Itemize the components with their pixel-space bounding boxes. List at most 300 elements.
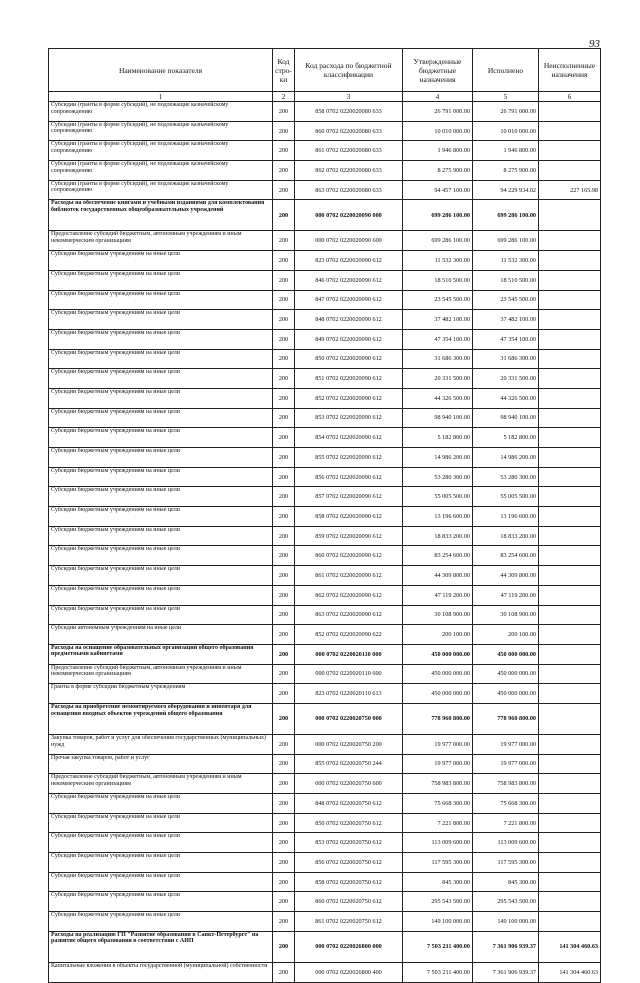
cell-executed: 758 983 800.00 — [473, 774, 539, 794]
table-row — [49, 734, 601, 754]
cell-budget-code: 000 0702 0220020110 000 — [295, 644, 403, 664]
cell-code: 200 — [273, 962, 295, 982]
cell-name: Субсидии бюджетным учреждениям на иные цели — [49, 310, 273, 330]
header-index: 6 — [539, 92, 601, 102]
cell-budget-code: 847 0702 0220020090 612 — [295, 290, 403, 310]
cell-budget-code: 861 0702 0220020750 612 — [295, 912, 403, 932]
cell-unexecuted — [539, 644, 601, 664]
cell-code: 200 — [273, 833, 295, 853]
cell-unexecuted — [539, 231, 601, 251]
cell-unexecuted — [539, 369, 601, 389]
cell-approved: 295 543 500.00 — [403, 892, 473, 912]
table-row — [49, 892, 601, 912]
header-unexecuted: Неисполненные назначения — [539, 49, 601, 92]
cell-name: Прочая закупка товаров, работ и услуг — [49, 754, 273, 774]
table-row — [49, 290, 601, 310]
cell-executed: 845 300.00 — [473, 872, 539, 892]
table-row — [49, 684, 601, 704]
cell-code: 200 — [273, 121, 295, 141]
cell-executed: 44 326 500.00 — [473, 388, 539, 408]
cell-approved: 758 983 800.00 — [403, 774, 473, 794]
cell-approved: 47 354 100.00 — [403, 329, 473, 349]
cell-executed: 44 309 800.00 — [473, 566, 539, 586]
cell-name: Субсидии автономным учреждениям на иные цели — [49, 625, 273, 645]
table-row — [49, 526, 601, 546]
cell-code: 200 — [273, 180, 295, 200]
cell-approved: 778 960 800.00 — [403, 703, 473, 734]
cell-name: Субсидии бюджетным учреждениям на иные цели — [49, 408, 273, 428]
table-row — [49, 121, 601, 141]
table-row — [49, 487, 601, 507]
cell-unexecuted — [539, 388, 601, 408]
cell-unexecuted — [539, 585, 601, 605]
cell-code: 200 — [273, 644, 295, 664]
cell-executed: 7 221 800.00 — [473, 813, 539, 833]
cell-approved: 47 119 200.00 — [403, 585, 473, 605]
cell-approved: 31 686 300.00 — [403, 349, 473, 369]
cell-code: 200 — [273, 141, 295, 161]
cell-code: 200 — [273, 526, 295, 546]
cell-budget-code: 862 0702 0220020090 612 — [295, 585, 403, 605]
table-row — [49, 962, 601, 982]
cell-executed: 47 354 100.00 — [473, 329, 539, 349]
cell-code: 200 — [273, 546, 295, 566]
cell-executed: 31 686 300.00 — [473, 349, 539, 369]
cell-unexecuted — [539, 813, 601, 833]
table-row — [49, 231, 601, 251]
cell-code: 200 — [273, 251, 295, 271]
cell-name: Субсидии (гранты в форме субсидий), не подлежащие казначейскому сопровождению — [49, 121, 273, 141]
cell-approved: 7 221 800.00 — [403, 813, 473, 833]
table-row — [49, 585, 601, 605]
cell-unexecuted — [539, 487, 601, 507]
cell-code: 200 — [273, 566, 295, 586]
cell-name: Расходы на приобретение немонтируемого оборудования и инвентаря для оснащения вводных объектов учреждений общего образования — [49, 703, 273, 734]
cell-unexecuted — [539, 270, 601, 290]
cell-executed: 778 960 800.00 — [473, 703, 539, 734]
cell-code: 200 — [273, 734, 295, 754]
cell-budget-code: 858 0702 0220020750 612 — [295, 872, 403, 892]
cell-executed: 37 482 100.00 — [473, 310, 539, 330]
cell-budget-code: 000 0702 0220020750 600 — [295, 774, 403, 794]
cell-executed: 75 668 300.00 — [473, 794, 539, 814]
cell-name: Расходы на обеспечение книгами и учебными изданиями для комплектования библиотек государственных общеобразовательных учреждений — [49, 200, 273, 231]
cell-unexecuted — [539, 912, 601, 932]
table-row — [49, 931, 601, 962]
cell-budget-code: 849 0702 0220020090 612 — [295, 329, 403, 349]
cell-budget-code: 853 0702 0220020750 612 — [295, 833, 403, 853]
cell-name: Субсидии бюджетным учреждениям на иные цели — [49, 605, 273, 625]
cell-executed: 98 940 100.00 — [473, 408, 539, 428]
cell-executed: 53 280 300.00 — [473, 467, 539, 487]
cell-approved: 845 300.00 — [403, 872, 473, 892]
cell-name: Субсидии бюджетным учреждениям на иные цели — [49, 467, 273, 487]
cell-approved: 7 503 211 400.00 — [403, 931, 473, 962]
header-index: 5 — [473, 92, 539, 102]
cell-code: 200 — [273, 684, 295, 704]
table-row — [49, 388, 601, 408]
cell-approved: 18 833 200.00 — [403, 526, 473, 546]
cell-name: Расходы на оснащение образовательных организаций общего образования предметными кабинетами — [49, 644, 273, 664]
table-row — [49, 141, 601, 161]
cell-executed: 113 009 600.00 — [473, 833, 539, 853]
cell-approved: 98 940 100.00 — [403, 408, 473, 428]
cell-executed: 83 254 600.00 — [473, 546, 539, 566]
cell-approved: 7 503 211 400.00 — [403, 962, 473, 982]
table-row — [49, 408, 601, 428]
cell-budget-code: 823 0702 0220020090 612 — [295, 251, 403, 271]
table-row — [49, 794, 601, 814]
cell-approved: 44 326 500.00 — [403, 388, 473, 408]
cell-code: 200 — [273, 161, 295, 181]
cell-unexecuted — [539, 141, 601, 161]
cell-budget-code: 858 0702 0220020090 612 — [295, 507, 403, 527]
table-row — [49, 507, 601, 527]
cell-executed: 699 286 100.00 — [473, 231, 539, 251]
cell-executed: 450 000 000.00 — [473, 664, 539, 684]
cell-unexecuted — [539, 102, 601, 122]
cell-budget-code: 000 0702 0220020090 600 — [295, 231, 403, 251]
table-row — [49, 200, 601, 231]
cell-unexecuted — [539, 853, 601, 873]
table-row — [49, 180, 601, 200]
cell-code: 200 — [273, 408, 295, 428]
cell-name: Субсидии бюджетным учреждениям на иные цели — [49, 546, 273, 566]
cell-executed: 149 100 000.00 — [473, 912, 539, 932]
cell-approved: 26 791 000.00 — [403, 102, 473, 122]
header-index: 4 — [403, 92, 473, 102]
cell-approved: 10 010 000.00 — [403, 121, 473, 141]
cell-code: 200 — [273, 853, 295, 873]
header-code: Код стро-ки — [273, 49, 295, 92]
cell-budget-code: 856 0702 0220020750 612 — [295, 853, 403, 873]
cell-name: Субсидии бюджетным учреждениям на иные цели — [49, 251, 273, 271]
cell-name: Субсидии бюджетным учреждениям на иные цели — [49, 507, 273, 527]
cell-approved: 94 457 100.00 — [403, 180, 473, 200]
header-index-row — [49, 92, 601, 102]
cell-code: 200 — [273, 448, 295, 468]
cell-code: 200 — [273, 585, 295, 605]
cell-code: 200 — [273, 813, 295, 833]
cell-name: Субсидии бюджетным учреждениям на иные цели — [49, 270, 273, 290]
cell-budget-code: 860 0702 0220020090 612 — [295, 546, 403, 566]
table-row — [49, 448, 601, 468]
cell-code: 200 — [273, 754, 295, 774]
cell-budget-code: 863 0702 0220020090 612 — [295, 605, 403, 625]
header-index: 3 — [295, 92, 403, 102]
cell-budget-code: 854 0702 0220020090 612 — [295, 428, 403, 448]
cell-name: Субсидии (гранты в форме субсидий), не подлежащие казначейскому сопровождению — [49, 141, 273, 161]
table-row — [49, 251, 601, 271]
cell-budget-code: 000 0702 0220026800 000 — [295, 931, 403, 962]
cell-code: 200 — [273, 794, 295, 814]
table-row — [49, 872, 601, 892]
cell-budget-code: 000 0702 0220026800 400 — [295, 962, 403, 982]
cell-approved: 44 309 800.00 — [403, 566, 473, 586]
header-index: 2 — [273, 92, 295, 102]
cell-unexecuted — [539, 566, 601, 586]
cell-unexecuted — [539, 408, 601, 428]
cell-approved: 83 254 600.00 — [403, 546, 473, 566]
cell-budget-code: 851 0702 0220020090 612 — [295, 369, 403, 389]
cell-name: Субсидии бюджетным учреждениям на иные цели — [49, 912, 273, 932]
table-row — [49, 754, 601, 774]
cell-approved: 13 196 600.00 — [403, 507, 473, 527]
cell-unexecuted — [539, 734, 601, 754]
cell-unexecuted: 227 165.98 — [539, 180, 601, 200]
cell-budget-code: 856 0702 0220020090 612 — [295, 467, 403, 487]
cell-code: 200 — [273, 872, 295, 892]
page-number: 93 — [589, 38, 600, 50]
cell-budget-code: 860 0702 0220020080 633 — [295, 121, 403, 141]
cell-approved: 53 280 300.00 — [403, 467, 473, 487]
cell-name: Предоставление субсидий бюджетным, автономным учреждениям и иным некоммерческим организациям — [49, 774, 273, 794]
cell-approved: 23 545 500.00 — [403, 290, 473, 310]
cell-executed: 450 000 000.00 — [473, 644, 539, 664]
cell-code: 200 — [273, 892, 295, 912]
cell-unexecuted: 141 304 460.63 — [539, 962, 601, 982]
header-approved: Утвержденные бюджетные назначения — [403, 49, 473, 92]
cell-executed: 14 986 200.00 — [473, 448, 539, 468]
cell-name: Субсидии (гранты в форме субсидий), не подлежащие казначейскому сопровождению — [49, 161, 273, 181]
cell-budget-code: 000 0702 0220020750 000 — [295, 703, 403, 734]
expenditure-table — [48, 48, 601, 983]
cell-unexecuted — [539, 507, 601, 527]
cell-executed: 20 331 500.00 — [473, 369, 539, 389]
cell-name: Субсидии бюджетным учреждениям на иные цели — [49, 428, 273, 448]
cell-approved: 55 005 500.00 — [403, 487, 473, 507]
cell-budget-code: 823 0702 0220020110 613 — [295, 684, 403, 704]
cell-approved: 18 510 500.00 — [403, 270, 473, 290]
cell-approved: 450 000 000.00 — [403, 664, 473, 684]
cell-budget-code: 848 0702 0220020090 612 — [295, 310, 403, 330]
cell-budget-code: 853 0702 0220020090 612 — [295, 408, 403, 428]
cell-code: 200 — [273, 487, 295, 507]
cell-name: Субсидии бюджетным учреждениям на иные цели — [49, 448, 273, 468]
table-row — [49, 329, 601, 349]
cell-unexecuted — [539, 428, 601, 448]
cell-unexecuted — [539, 121, 601, 141]
header-budget-code: Код расхода по бюджетной классификации — [295, 49, 403, 92]
header-index: 1 — [49, 92, 273, 102]
cell-budget-code: 862 0702 0220020080 633 — [295, 161, 403, 181]
cell-approved: 75 668 300.00 — [403, 794, 473, 814]
cell-unexecuted — [539, 467, 601, 487]
cell-approved: 200 100.00 — [403, 625, 473, 645]
cell-approved: 699 286 100.00 — [403, 231, 473, 251]
cell-unexecuted — [539, 605, 601, 625]
cell-name: Расходы на реализацию ГП "Развитие образования в Санкт-Петербурге" на развитие общего образования в соответствии с АИП — [49, 931, 273, 962]
cell-name: Капитальные вложения в объекты государственной (муниципальной) собственности — [49, 962, 273, 982]
cell-name: Субсидии бюджетным учреждениям на иные цели — [49, 388, 273, 408]
cell-name: Субсидии бюджетным учреждениям на иные цели — [49, 487, 273, 507]
cell-executed: 200 100.00 — [473, 625, 539, 645]
cell-name: Субсидии бюджетным учреждениям на иные цели — [49, 853, 273, 873]
table-row — [49, 369, 601, 389]
table-row — [49, 428, 601, 448]
cell-approved: 11 532 300.00 — [403, 251, 473, 271]
table-row — [49, 912, 601, 932]
cell-code: 200 — [273, 912, 295, 932]
cell-name: Субсидии бюджетным учреждениям на иные цели — [49, 526, 273, 546]
cell-name: Субсидии бюджетным учреждениям на иные цели — [49, 349, 273, 369]
cell-unexecuted — [539, 310, 601, 330]
cell-budget-code: 848 0702 0220020750 612 — [295, 794, 403, 814]
table-row — [49, 161, 601, 181]
cell-approved: 1 946 800.00 — [403, 141, 473, 161]
cell-unexecuted — [539, 290, 601, 310]
table-row — [49, 625, 601, 645]
cell-executed: 450 000 000.00 — [473, 684, 539, 704]
table-row — [49, 703, 601, 734]
table-row — [49, 566, 601, 586]
cell-code: 200 — [273, 625, 295, 645]
table-row — [49, 813, 601, 833]
cell-unexecuted — [539, 774, 601, 794]
cell-code: 200 — [273, 102, 295, 122]
cell-name: Субсидии бюджетным учреждениям на иные цели — [49, 369, 273, 389]
header-executed: Исполнено — [473, 49, 539, 92]
cell-executed: 18 833 200.00 — [473, 526, 539, 546]
cell-unexecuted — [539, 349, 601, 369]
cell-name: Субсидии бюджетным учреждениям на иные цели — [49, 585, 273, 605]
header-row — [49, 49, 601, 92]
table-row — [49, 270, 601, 290]
cell-name: Предоставление субсидий бюджетным, автономным учреждениям и иным некоммерческим организациям — [49, 231, 273, 251]
cell-code: 200 — [273, 329, 295, 349]
cell-executed: 11 532 300.00 — [473, 251, 539, 271]
table-row — [49, 833, 601, 853]
cell-budget-code: 852 0702 0220020090 622 — [295, 625, 403, 645]
cell-executed: 26 791 000.00 — [473, 102, 539, 122]
cell-executed: 19 977 000.00 — [473, 754, 539, 774]
cell-unexecuted — [539, 251, 601, 271]
cell-name: Субсидии бюджетным учреждениям на иные цели — [49, 813, 273, 833]
cell-approved: 8 275 900.00 — [403, 161, 473, 181]
cell-executed: 295 543 500.00 — [473, 892, 539, 912]
cell-executed: 13 196 600.00 — [473, 507, 539, 527]
cell-name: Субсидии бюджетным учреждениям на иные цели — [49, 329, 273, 349]
cell-executed: 117 595 300.00 — [473, 853, 539, 873]
cell-approved: 19 977 000.00 — [403, 754, 473, 774]
cell-name: Предоставление субсидий бюджетным, автономным учреждениям и иным некоммерческим организациям — [49, 664, 273, 684]
cell-executed: 10 010 000.00 — [473, 121, 539, 141]
cell-code: 200 — [273, 270, 295, 290]
cell-name: Гранты в форме субсидии бюджетным учреждениям — [49, 684, 273, 704]
cell-name: Субсидии бюджетным учреждениям на иные цели — [49, 872, 273, 892]
cell-name: Субсидии бюджетным учреждениям на иные цели — [49, 290, 273, 310]
table-row — [49, 664, 601, 684]
table-row — [49, 546, 601, 566]
table-row — [49, 644, 601, 664]
cell-executed: 30 108 900.00 — [473, 605, 539, 625]
cell-code: 200 — [273, 290, 295, 310]
cell-budget-code: 000 0702 0220020090 000 — [295, 200, 403, 231]
cell-executed: 18 510 500.00 — [473, 270, 539, 290]
cell-budget-code: 861 0702 0220020080 633 — [295, 141, 403, 161]
cell-unexecuted: 141 304 460.63 — [539, 931, 601, 962]
table-row — [49, 102, 601, 122]
cell-name: Субсидии бюджетным учреждениям на иные цели — [49, 892, 273, 912]
cell-unexecuted — [539, 833, 601, 853]
cell-budget-code: 850 0702 0220020750 612 — [295, 813, 403, 833]
cell-budget-code: 860 0702 0220020750 612 — [295, 892, 403, 912]
cell-executed: 23 545 500.00 — [473, 290, 539, 310]
cell-code: 200 — [273, 388, 295, 408]
cell-budget-code: 858 0702 0220020080 633 — [295, 102, 403, 122]
cell-name: Субсидии бюджетным учреждениям на иные цели — [49, 833, 273, 853]
cell-unexecuted — [539, 892, 601, 912]
cell-unexecuted — [539, 546, 601, 566]
cell-name: Субсидии (гранты в форме субсидий), не подлежащие казначейскому сопровождению — [49, 180, 273, 200]
cell-unexecuted — [539, 794, 601, 814]
cell-approved: 699 286 100.00 — [403, 200, 473, 231]
table-row — [49, 853, 601, 873]
cell-executed: 5 182 800.00 — [473, 428, 539, 448]
cell-code: 200 — [273, 231, 295, 251]
cell-executed: 7 361 906 939.37 — [473, 931, 539, 962]
cell-code: 200 — [273, 664, 295, 684]
cell-approved: 149 100 000.00 — [403, 912, 473, 932]
cell-code: 200 — [273, 349, 295, 369]
cell-executed: 8 275 900.00 — [473, 161, 539, 181]
table-row — [49, 774, 601, 794]
cell-budget-code: 000 0702 0220020110 600 — [295, 664, 403, 684]
cell-approved: 113 009 600.00 — [403, 833, 473, 853]
cell-unexecuted — [539, 526, 601, 546]
cell-executed: 19 977 000.00 — [473, 734, 539, 754]
cell-approved: 20 331 500.00 — [403, 369, 473, 389]
cell-code: 200 — [273, 310, 295, 330]
cell-executed: 7 361 906 939.37 — [473, 962, 539, 982]
cell-approved: 14 986 200.00 — [403, 448, 473, 468]
cell-budget-code: 846 0702 0220020090 612 — [295, 270, 403, 290]
cell-unexecuted — [539, 664, 601, 684]
cell-budget-code: 852 0702 0220020090 612 — [295, 388, 403, 408]
cell-approved: 450 000 000.00 — [403, 684, 473, 704]
cell-code: 200 — [273, 605, 295, 625]
table-row — [49, 605, 601, 625]
cell-approved: 5 182 800.00 — [403, 428, 473, 448]
cell-budget-code: 000 0702 0220020750 200 — [295, 734, 403, 754]
cell-code: 200 — [273, 507, 295, 527]
table-row — [49, 467, 601, 487]
table-row — [49, 310, 601, 330]
cell-unexecuted — [539, 329, 601, 349]
cell-name: Субсидии бюджетным учреждениям на иные цели — [49, 794, 273, 814]
cell-approved: 30 108 900.00 — [403, 605, 473, 625]
cell-unexecuted — [539, 161, 601, 181]
cell-unexecuted — [539, 625, 601, 645]
cell-code: 200 — [273, 703, 295, 734]
cell-code: 200 — [273, 369, 295, 389]
cell-unexecuted — [539, 200, 601, 231]
cell-name: Субсидии бюджетным учреждениям на иные цели — [49, 566, 273, 586]
cell-executed: 1 946 800.00 — [473, 141, 539, 161]
cell-unexecuted — [539, 703, 601, 734]
cell-budget-code: 863 0702 0220020080 633 — [295, 180, 403, 200]
cell-executed: 699 286 100.00 — [473, 200, 539, 231]
cell-executed: 94 229 934.02 — [473, 180, 539, 200]
cell-unexecuted — [539, 872, 601, 892]
cell-budget-code: 855 0702 0220020090 612 — [295, 448, 403, 468]
cell-name: Закупка товаров, работ и услуг для обеспечения государственных (муниципальных) нужд — [49, 734, 273, 754]
cell-budget-code: 855 0702 0220020750 244 — [295, 754, 403, 774]
cell-unexecuted — [539, 684, 601, 704]
cell-unexecuted — [539, 754, 601, 774]
cell-code: 200 — [273, 774, 295, 794]
cell-code: 200 — [273, 200, 295, 231]
